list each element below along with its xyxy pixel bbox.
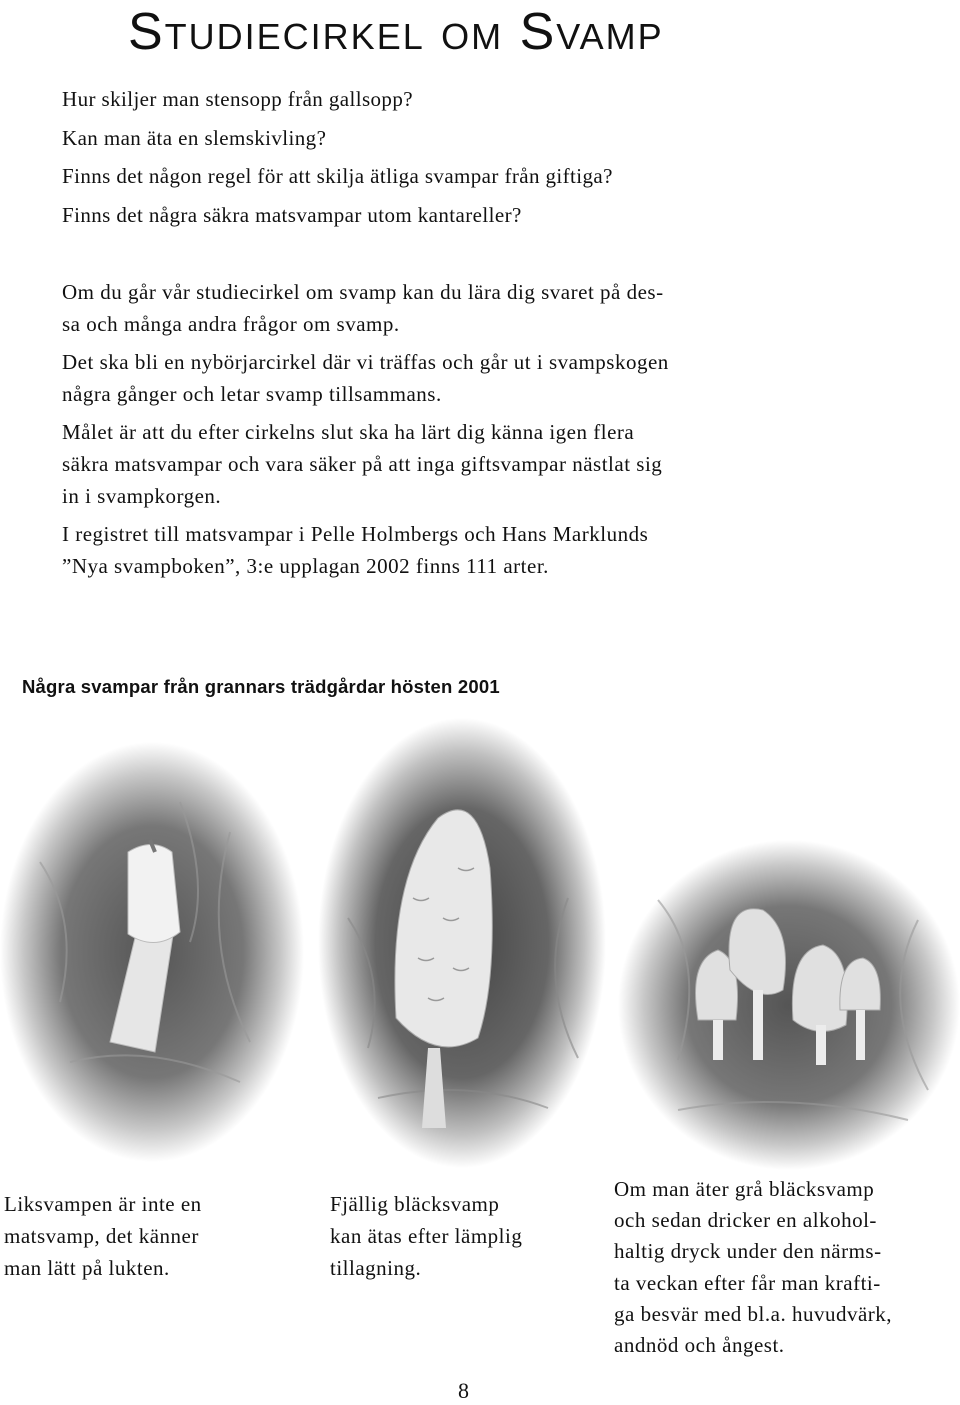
caption-line: Liksvampen är inte en (4, 1192, 202, 1216)
question: Finns det någon regel för att skilja ätliga svampar från giftiga? (62, 164, 613, 189)
paragraph-line: in i svampkorgen. (62, 484, 222, 508)
question: Hur skiljer man stensopp från gallsopp? (62, 87, 413, 111)
paragraph-line: Om du går vår studiecirkel om svamp kan du lära dig svaret på des- (62, 280, 664, 304)
caption-line: och sedan dricker en alkohol- (614, 1208, 877, 1233)
paragraph-goal (62, 416, 842, 512)
caption-line: andnöd och ångest. (614, 1333, 785, 1358)
paragraph-line: ”Nya svampboken”, 3:e upplagan 2002 finns 111 arter. (62, 554, 549, 578)
paragraph-line: några gånger och letar svamp tillsammans. (62, 382, 442, 406)
caption-line: ga besvär med bl.a. huvudvärk, (614, 1301, 893, 1326)
caption-line: man lätt på lukten. (4, 1256, 170, 1280)
caption-line: kan ätas efter lämplig (330, 1224, 523, 1248)
paragraph-line: Målet är att du efter cirkelns slut ska ha lärt dig känna igen flera (62, 420, 635, 444)
paragraph-line: säkra matsvampar och vara säker på att inga giftsvampar nästlat sig (62, 452, 663, 476)
page-title: Studiecirkel om Svamp (128, 3, 664, 61)
question: Kan man äta en slemskivling? (62, 125, 327, 150)
caption-grey-ink-cap (614, 1174, 892, 1361)
paragraph-line: I registret till matsvampar i Pelle Holmbergs och Hans Marklunds (62, 522, 649, 546)
caption-line: haltig dryck under den närms- (614, 1239, 882, 1264)
page-number: 8 (458, 1378, 469, 1403)
paragraph-line: sa och många andra frågor om svamp. (62, 312, 400, 336)
question: Finns det några säkra matsvampar utom kantareller? (62, 202, 522, 227)
caption-stinkhorn (4, 1188, 202, 1284)
paragraph-register (62, 518, 842, 582)
stinkhorn-mushroom-photo (0, 742, 305, 1162)
paragraph-intro (62, 276, 842, 340)
caption-line: tillagning. (330, 1256, 422, 1280)
section-heading: Några svampar från grannars trädgårdar hösten 2001 (22, 676, 500, 697)
caption-line: Om man äter grå bläcksvamp (614, 1177, 875, 1201)
caption-line: matsvamp, det känner (4, 1224, 199, 1248)
paragraph-beginner (62, 346, 842, 410)
caption-line: Fjällig bläcksvamp (330, 1192, 500, 1216)
caption-line: ta veckan efter får man krafti- (614, 1270, 881, 1295)
caption-shaggy-ink-cap (330, 1188, 522, 1284)
grey-ink-cap-cluster-photo (618, 840, 960, 1170)
question-list (62, 80, 613, 234)
paragraph-line: Det ska bli en nybörjarcirkel där vi träffas och går ut i svampskogen (62, 350, 669, 374)
shaggy-ink-cap-photo (318, 718, 606, 1168)
